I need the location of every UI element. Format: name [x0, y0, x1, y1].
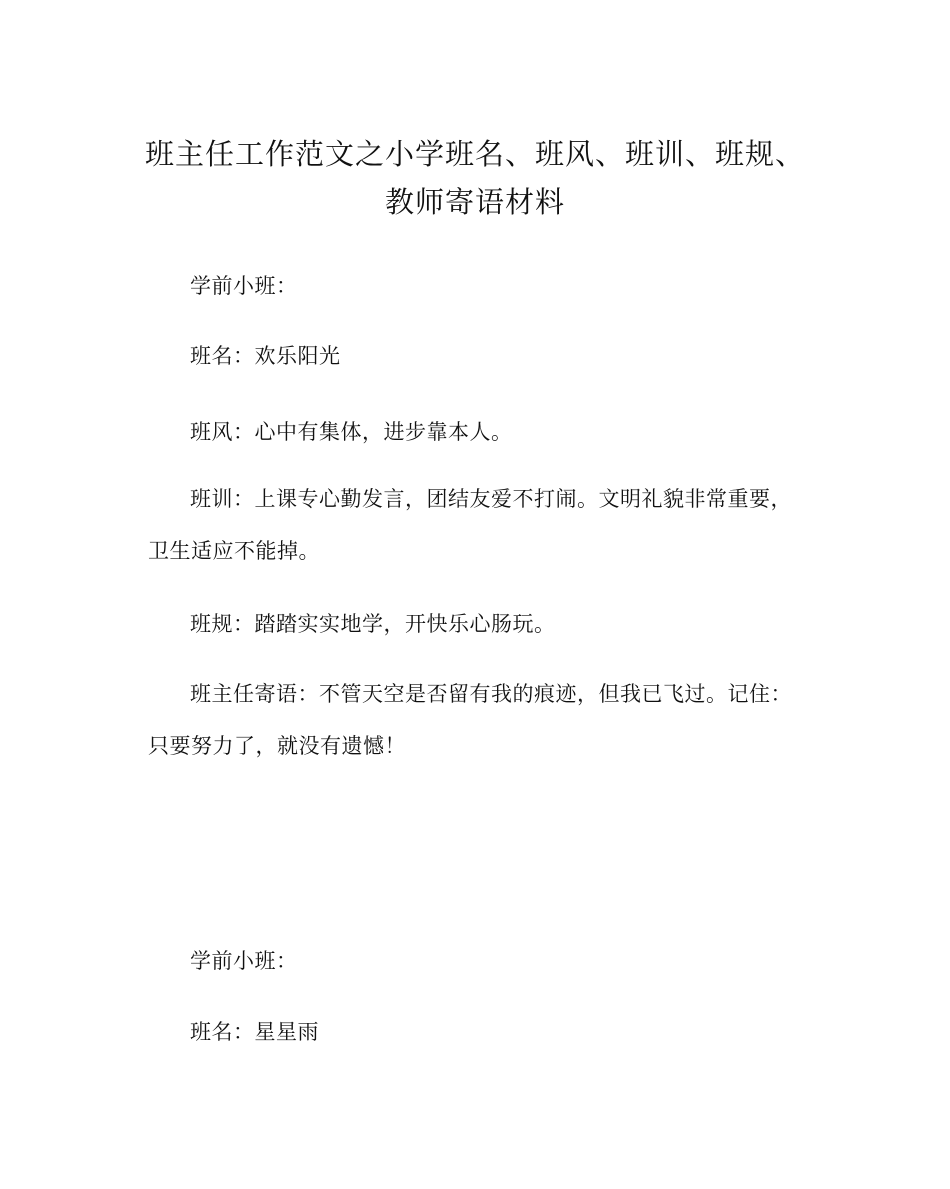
- paragraph-class-rules: 班规：踏踏实实地学，开快乐心肠玩。: [190, 612, 556, 636]
- paragraph-teacher-message: 班主任寄语：不管天空是否留有我的痕迹，但我已飞过。记住：只要努力了，就没有遗憾！: [148, 682, 792, 758]
- paragraph-class-motto: 班训：上课专心勤发言，团结友爱不打闹。文明礼貌非常重要，卫生适应不能掉。: [148, 487, 792, 563]
- document-title: 班主任工作范文之小学班名、班风、班训、班规、教师寄语材料: [144, 137, 805, 219]
- paragraph-class-name: 班名：欢乐阳光: [190, 344, 341, 368]
- paragraph-class-style: 班风：心中有集体，进步靠本人。: [190, 420, 513, 444]
- paragraph-class-level: 学前小班：: [190, 274, 298, 298]
- paragraph-class-level-2: 学前小班：: [190, 949, 298, 973]
- paragraph-class-name-2: 班名：星星雨: [190, 1020, 319, 1044]
